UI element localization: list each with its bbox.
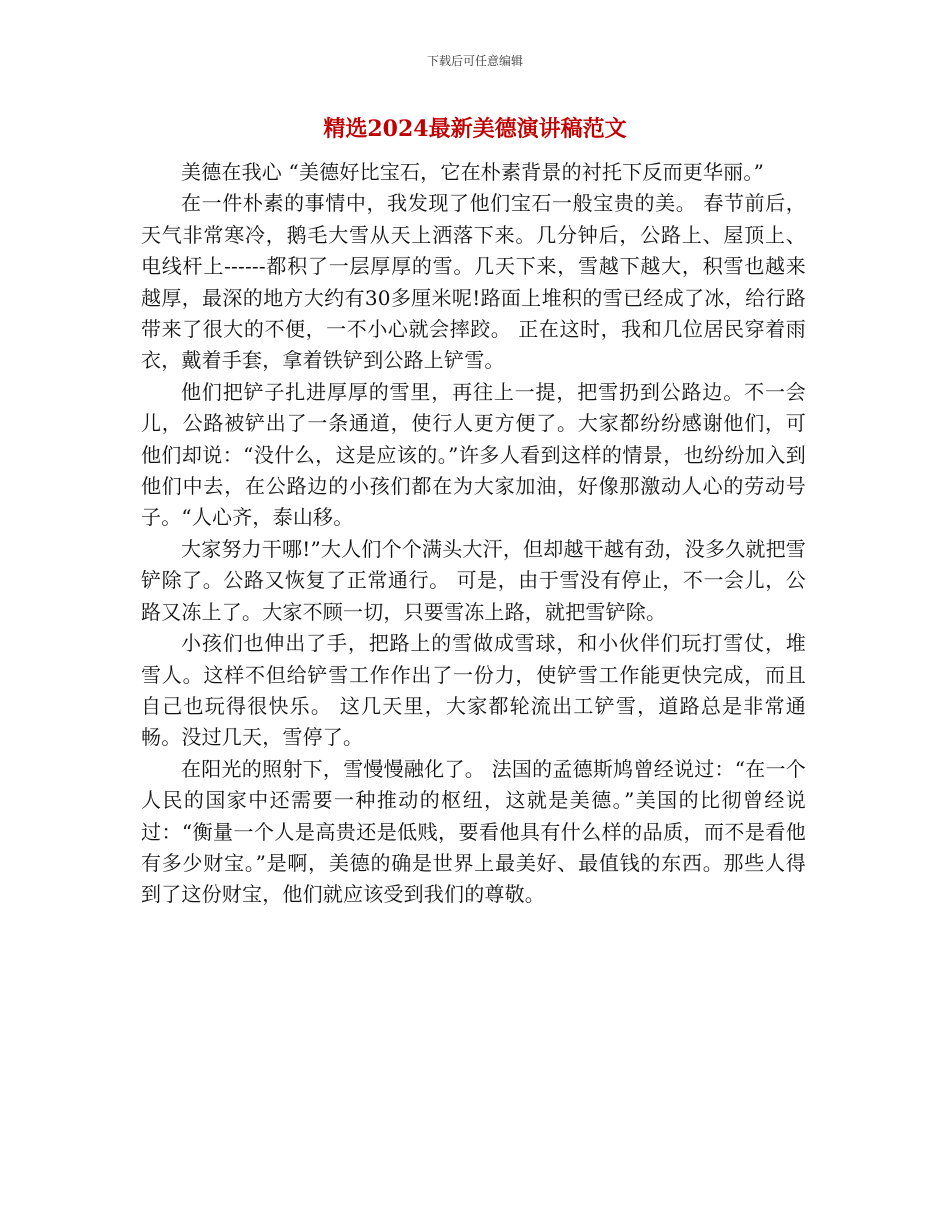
document-body <box>141 157 806 911</box>
paragraph: 他们把铲子扎进厚厚的雪里，再往上一提，把雪扔到公路边。不一会儿，公路被铲出了一条通道，使行人更方便了。大家都纷纷感谢他们，可他们却说：“没什么，这是应该的。”许多人看到这样的情景，也纷纷加入到他们中去，在公路边的小孩们都在为大家加油，好像那激动人心的劳动号子。“人心齐，泰山移。 <box>141 379 806 530</box>
paragraph: 在阳光的照射下，雪慢慢融化了。 法国的孟德斯鸠曾经说过：“在一个人民的国家中还需要一种推动的枢纽，这就是美德。”美国的比彻曾经说过：“衡量一个人是高贵还是低贱，要看他具有什么样的品质，而不是看他有多少财宝。”是啊，美德的确是世界上最美好、最值钱的东西。那些人得到了这份财宝，他们就应该受到我们的尊敬。 <box>141 756 806 907</box>
header-note: 下载后可任意编辑 <box>426 54 523 68</box>
document-title: 精选2024最新美德演讲稿范文 <box>323 116 627 142</box>
paragraph: 小孩们也伸出了手，把路上的雪做成雪球，和小伙伴们玩打雪仗，堆雪人。这样不但给铲雪工作作出了一份力，使铲雪工作能更快完成，而且自己也玩得很快乐。 这几天里，大家都轮流出工铲雪，道路总是非常通畅。没过几天，雪停了。 <box>141 631 806 750</box>
paragraph: 美德在我心 “美德好比宝石，它在朴素背景的衬托下反而更华丽。” <box>181 160 765 184</box>
paragraph: 大家努力干哪!”大人们个个满头大汗，但却越干越有劲，没多久就把雪铲除了。公路又恢复了正常通行。 可是，由于雪没有停止，不一会儿，公路又冻上了。大家不顾一切，只要雪冻上路，就把雪铲除。 <box>141 536 806 624</box>
paragraph: 在一件朴素的事情中，我发现了他们宝石一般宝贵的美。 春节前后，天气非常寒冷，鹅毛大雪从天上洒落下来。几分钟后，公路上、屋顶上、电线杆上------都积了一层厚厚的雪。几天下来，雪越下越大，积雪也越来越厚，最深的地方大约有30多厘米呢!路面上堆积的雪已经成了冰，给行路带来了很大的不便，一不小心就会摔跤。 正在这时，我和几位居民穿着雨衣，戴着手套，拿着铁铲到公路上铲雪。 <box>141 191 806 373</box>
